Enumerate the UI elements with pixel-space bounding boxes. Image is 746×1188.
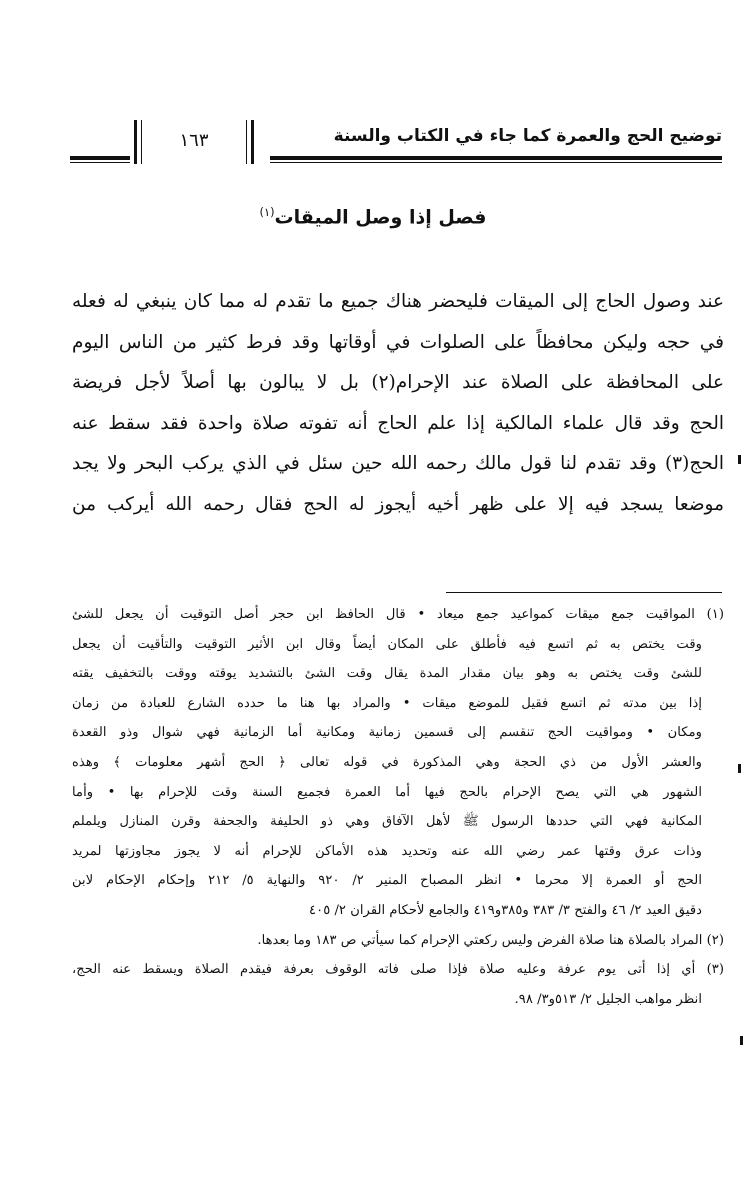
footnote-line: دقيق العيد ٢/ ٤٦ والفتح ٣/ ٣٨٣ و٣٨٥و٤١٩ والجامع لأحكام القران ٢/ ٤٠٥: [309, 902, 702, 918]
footnote-1: [72, 600, 724, 926]
footnote-line: (١) المواقيت جمع ميقات كمواعيد جمع ميعاد • قال الحافظ ابن حجر أصل التوقيت أن يجعل للشئ: [72, 607, 724, 622]
header-rule-thin: [270, 162, 722, 163]
footnote-line: (٢) المراد بالصلاة هنا صلاة الفرض وليس ركعتي الإحرام كما سيأتي ص ١٨٣ وما بعدها.: [257, 932, 724, 948]
footnote-line: ومكان • ومواقيت الحج تنقسم إلى قسمين زمانية ومكانية أما الزمانية فهي شوال وذو القعدة: [72, 725, 702, 741]
footnote-line: انظر مواهب الجليل ٢/ ٥١٣و٣/ ٩٨.: [514, 991, 702, 1007]
footnote-line: الحج أو العمرة إلا محرما • انظر المصباح المنير ٢/ ٩٢٠ والنهاية ٥/ ٢١٢ وإحكام الإحكام لابن: [72, 873, 702, 889]
footnote-line: الشهور هي التي يصح الإحرام بالحج فيها أما العمرة فجميع السنة وقت للإحرام بها • وأما: [72, 784, 702, 800]
header-rule: [270, 156, 722, 160]
body-paragraph: [72, 282, 724, 525]
footnote-line: وقت يختص به ثم اتسع فيه فأطلق على المكان أيضاً وقال ابن الأثير التوقيت والتأقيت أن يجعل: [72, 636, 702, 652]
section-footnote-ref: (١): [259, 205, 275, 219]
section-title: [0, 205, 746, 228]
page-number: ١٦٣: [179, 130, 209, 151]
footnote-3: [72, 955, 724, 1014]
footnote-line: للشئ وقت يختص به وهو بيان مقدار المدة يقال وقت الشئ بالتشديد يوقته ووقت بالتخفيف يقته: [72, 666, 702, 682]
section-title-text: فصل إذا وصل الميقات: [274, 206, 487, 229]
body-line: موضعا يسجد فيه إلا على ظهر أخيه أيجوز له الحج فقال رحمه الله أيركب من: [72, 493, 724, 515]
footnotes: [72, 600, 724, 1014]
body-line: الحج وقد قال علماء المالكية إذا علم الحاج أنه تفوته صلاة واحدة فقد سقط عنه: [72, 412, 724, 434]
footnote-line: والعشر الأول من ذي الحجة وهي المذكورة في قوله تعالى ﴿ الحج أشهر معلومات ﴾ وهذه: [72, 754, 702, 770]
margin-mark: [738, 455, 741, 464]
footnote-line: وذات عرق وقتها عمر رضي الله عنه وتحديد هذه الأماكن للإحرام أنه لا يجوز مجاوزتها لمريد: [72, 843, 702, 859]
footnote-separator: [446, 592, 722, 593]
body-line: الحج(٣) وقد تقدم لنا قول مالك رحمه الله حين سئل في الذي يركب البحر ولا يجد: [72, 453, 724, 474]
footnote-line: إذا بين مدته ثم اتسع فقيل للموضع ميقات • والمراد بها هنا ما حدده الشارع للعبادة من زمان: [72, 695, 702, 711]
running-title: توضيح الحج والعمرة كما جاء في الكتاب والسنة: [333, 126, 722, 146]
body-line: على المحافظة على الصلاة عند الإحرام(٢) بل لا يبالون بها أصلاً لأجل فريضة: [72, 372, 724, 393]
footnote-line: (٣) أي إذا أتى يوم عرفة وعليه صلاة فإذا صلى فاته الوقوف بعرفة فيقدم الصلاة ويسقط عنه الحج،: [72, 962, 724, 978]
footnote-line: المكانية فهي التي حددها الرسول ﷺ لأهل الآفاق وهي ذو الحليفة والجحفة وقرن المنازل ويلملم: [72, 814, 702, 830]
body-line: في حجه وليكن محافظاً على الصلوات في أوقاتها وقد فرط كثير من الناس اليوم: [72, 331, 724, 353]
footnote-2: [72, 926, 724, 956]
page-header: [70, 120, 722, 168]
header-rule-left-thin: [70, 162, 130, 163]
body-line: عند وصول الحاج إلى الميقات فليحضر هناك جميع ما تقدم له مما كان ينبغي له فعله: [72, 291, 724, 312]
margin-mark: [738, 764, 741, 773]
margin-mark: [740, 1036, 743, 1045]
header-rule-left: [70, 156, 130, 160]
page-number-frame: [134, 120, 254, 164]
